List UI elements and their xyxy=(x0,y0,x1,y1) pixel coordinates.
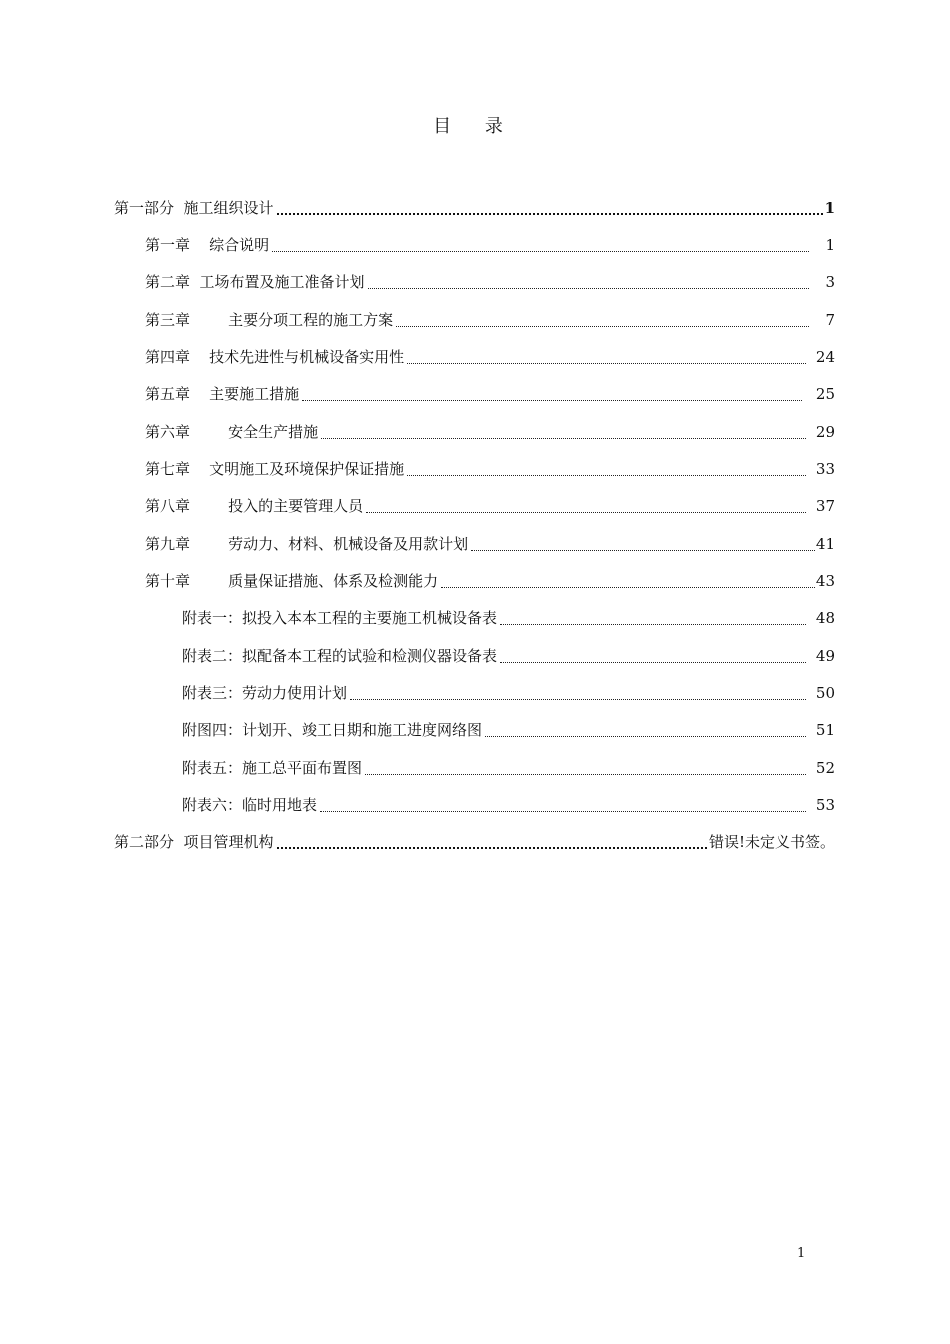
toc-entry-label: 第九章 劳动力、材料、机械设备及用款计划 xyxy=(145,535,469,553)
toc-entry-label: 第二章 工场布置及施工准备计划 xyxy=(145,273,365,291)
toc-entry-page: 41 xyxy=(815,535,835,553)
toc-entry-part-1[interactable] xyxy=(114,198,835,218)
toc-entry-label: 第七章 文明施工及环境保护保证措施 xyxy=(145,460,405,478)
dot-leader xyxy=(441,586,815,588)
toc-entry-chapter-2[interactable] xyxy=(145,272,835,292)
toc-entry-label: 第八章 投入的主要管理人员 xyxy=(145,497,364,515)
dot-leader xyxy=(485,735,806,737)
toc-entry-label: 附表一：拟投入本本工程的主要施工机械设备表 xyxy=(182,609,498,627)
toc-entry-label: 第五章 主要施工措施 xyxy=(145,385,300,403)
toc-entry-appendix-4[interactable] xyxy=(182,720,835,740)
toc-entry-page: 50 xyxy=(815,684,835,702)
toc-entry-page: 53 xyxy=(815,796,835,814)
toc-entry-label: 附表三：劳动力使用计划 xyxy=(182,684,348,702)
toc-entry-page: 51 xyxy=(815,721,835,739)
toc-entry-page: 1 xyxy=(824,199,835,217)
toc-entry-label: 第三章 主要分项工程的施工方案 xyxy=(145,311,394,329)
dot-leader xyxy=(407,474,806,476)
toc-entry-page: 49 xyxy=(815,647,835,665)
dot-leader xyxy=(396,325,809,327)
dot-leader xyxy=(321,437,806,439)
dot-leader xyxy=(277,212,823,215)
toc-entry-page: 33 xyxy=(815,460,835,478)
toc-title: 目 录 xyxy=(433,116,517,137)
toc-entry-page: 7 xyxy=(825,311,835,329)
toc-entry-page: 25 xyxy=(815,385,835,403)
toc-entry-chapter-9[interactable] xyxy=(145,534,835,554)
toc-entry-page: 48 xyxy=(815,609,835,627)
dot-leader xyxy=(368,287,810,289)
dot-leader xyxy=(320,810,806,812)
toc-entry-chapter-3[interactable] xyxy=(145,310,835,330)
toc-entry-chapter-10[interactable] xyxy=(145,571,835,591)
toc-entry-chapter-1[interactable] xyxy=(145,235,835,255)
toc-entry-chapter-7[interactable] xyxy=(145,459,835,479)
dot-leader xyxy=(350,698,806,700)
toc-entry-label: 附表二：拟配备本工程的试验和检测仪器设备表 xyxy=(182,647,498,665)
toc-entry-part-2[interactable] xyxy=(114,832,835,852)
toc-entry-chapter-5[interactable] xyxy=(145,384,835,404)
toc-entry-chapter-6[interactable] xyxy=(145,422,835,442)
dot-leader xyxy=(500,661,806,663)
dot-leader xyxy=(272,250,809,252)
toc-entry-chapter-4[interactable] xyxy=(145,347,835,367)
dot-leader xyxy=(277,846,707,849)
toc-entry-page: 37 xyxy=(815,497,835,515)
toc-entry-label: 第一章 综合说明 xyxy=(145,236,270,254)
toc-entry-appendix-6[interactable] xyxy=(182,795,835,815)
toc-entry-appendix-5[interactable] xyxy=(182,758,835,778)
toc-entry-page: 3 xyxy=(825,273,835,291)
toc-entry-label: 第四章 技术先进性与机械设备实用性 xyxy=(145,348,405,366)
toc-entry-label: 附表六：临时用地表 xyxy=(182,796,318,814)
dot-leader xyxy=(500,623,806,625)
toc-entry-page: 43 xyxy=(815,572,835,590)
toc-entry-page: 24 xyxy=(815,348,835,366)
page-number: 1 xyxy=(797,1246,806,1261)
toc-entry-label: 附图四：计划开、竣工日期和施工进度网络图 xyxy=(182,721,483,739)
toc-entry-appendix-1[interactable] xyxy=(182,608,835,628)
toc-entry-label: 第一部分 施工组织设计 xyxy=(114,199,274,217)
dot-leader xyxy=(302,399,802,401)
toc-entry-label: 第六章 安全生产措施 xyxy=(145,423,319,441)
toc-entry-page: 29 xyxy=(815,423,835,441)
toc-entry-appendix-2[interactable] xyxy=(182,646,835,666)
toc-entry-label: 附表五：施工总平面布置图 xyxy=(182,759,363,777)
toc-entry-appendix-3[interactable] xyxy=(182,683,835,703)
dot-leader xyxy=(407,362,806,364)
toc-entry-page-error: 错误!未定义书签。 xyxy=(708,833,835,851)
toc-entry-chapter-8[interactable] xyxy=(145,496,835,516)
dot-leader xyxy=(365,773,806,775)
toc-entry-label: 第二部分 项目管理机构 xyxy=(114,833,274,851)
toc-entry-label: 第十章 质量保证措施、体系及检测能力 xyxy=(145,572,439,590)
dot-leader xyxy=(366,511,806,513)
toc-entry-page: 1 xyxy=(825,236,835,254)
dot-leader xyxy=(471,549,815,551)
toc-entry-page: 52 xyxy=(815,759,835,777)
